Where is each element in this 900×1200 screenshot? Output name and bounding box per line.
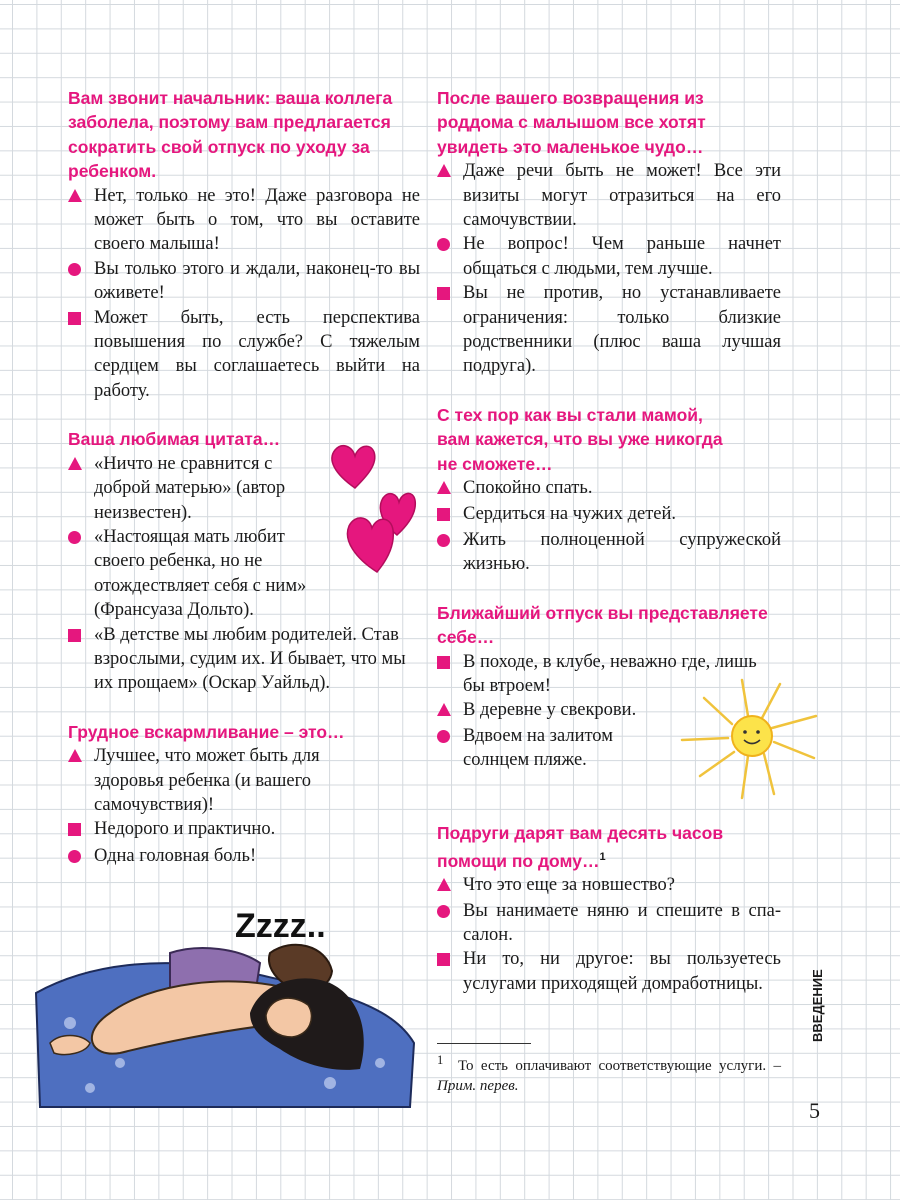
answer-option: «Ничто не сравнится с доброй матерью» (автор неизвестен). bbox=[68, 452, 318, 525]
question-text: Ваша любимая цитата… bbox=[68, 429, 281, 450]
answer-option: Что это еще за новшество? bbox=[437, 873, 781, 898]
answer-option: «Настоящая мать любит своего ребенка, но не отождествляет себя с ним» (Франсуаза Дольто). bbox=[68, 525, 338, 623]
quiz-question-7 bbox=[437, 821, 781, 997]
answer-option: В походе, в клубе, неважно где, лишь бы втроем! bbox=[437, 650, 757, 699]
circle-icon bbox=[437, 238, 450, 251]
circle-icon bbox=[68, 263, 81, 276]
triangle-icon bbox=[68, 189, 82, 202]
answer-option: Ни то, ни другое: вы пользуетесь услугами приходящей домработницы. bbox=[437, 947, 781, 996]
triangle-icon bbox=[437, 481, 451, 494]
square-icon bbox=[437, 287, 450, 300]
sleeping-couple-illustration bbox=[30, 893, 420, 1113]
square-icon bbox=[437, 508, 450, 521]
heart-icon bbox=[347, 518, 393, 572]
question-text: С тех пор как вы стали мамой, вам кажется, что вы уже никогда не сможете… bbox=[437, 404, 723, 474]
question-text: Грудное вскармливание – это… bbox=[68, 721, 345, 742]
answer-option: Недорого и практично. bbox=[68, 817, 420, 843]
sun-illustration bbox=[676, 676, 821, 801]
question-text: Подруги дарят вам десять часов помощи по дому…$^1$ bbox=[437, 822, 724, 871]
circle-icon bbox=[68, 531, 81, 544]
question-text: Ближайший отпуск вы представляете себе… bbox=[437, 602, 768, 648]
square-icon bbox=[437, 656, 450, 669]
triangle-icon bbox=[68, 749, 82, 762]
quiz-question-5 bbox=[437, 403, 781, 577]
quiz-question-4 bbox=[437, 86, 781, 379]
hearts-illustration bbox=[325, 440, 420, 575]
circle-icon bbox=[437, 905, 450, 918]
footnote-mark: 1 bbox=[599, 850, 606, 863]
answer-option: Не вопрос! Чем раньше начнет общаться с людьми, тем лучше. bbox=[437, 232, 781, 281]
heart-icon bbox=[332, 446, 375, 488]
triangle-icon bbox=[68, 457, 82, 470]
triangle-icon bbox=[437, 703, 451, 716]
answer-option: В деревне у свекрови. bbox=[437, 698, 781, 723]
answer-option: Даже речи быть не может! Все эти визиты могут отразиться на его самочувствии. bbox=[437, 159, 781, 232]
answer-option: Может быть, есть перспектива повышения по службе? С тяжелым сердцем вы соглашаетесь выйти на работу. bbox=[68, 306, 420, 404]
answer-option: «В детстве мы любим родителей. Став взрослыми, судим их. И бывает, что мы их прощаем» (Оскар Уайльд). bbox=[68, 623, 408, 696]
square-icon bbox=[68, 629, 81, 642]
circle-icon bbox=[437, 534, 450, 547]
answer-option: Вы не против, но устанавливаете ограничения: только близкие родственники (плюс ваша лучшая подруга). bbox=[437, 281, 781, 379]
square-icon bbox=[68, 823, 81, 836]
answer-option: Нет, только не это! Даже разговора не может быть о том, что вы оставите своего малыша! bbox=[68, 184, 420, 257]
triangle-icon bbox=[437, 878, 451, 891]
section-label: ВВЕДЕНИЕ bbox=[810, 969, 825, 1042]
circle-icon bbox=[68, 850, 81, 863]
question-text: После вашего возвращения из роддома с малышом все хотят увидеть это маленькое чудо… bbox=[437, 88, 706, 157]
answer-option: Вдвоем на залитом солнцем пляже. bbox=[437, 724, 647, 773]
square-icon bbox=[437, 953, 450, 966]
quiz-question-1 bbox=[68, 86, 420, 403]
quiz-question-3 bbox=[68, 720, 420, 870]
footnote: $^1$ То есть оплачивают соответствующие услуги. – Прим. перев. bbox=[437, 1053, 781, 1094]
page-number: 5 bbox=[809, 1098, 820, 1123]
answer-option: Лучшее, что может быть для здоровья ребенка (и вашего самочувствия)! bbox=[68, 744, 358, 817]
answer-option: Одна головная боль! bbox=[68, 844, 420, 870]
triangle-icon bbox=[437, 164, 451, 177]
answer-option: Сердиться на чужих детей. bbox=[437, 502, 781, 528]
right-column bbox=[437, 86, 781, 1018]
answer-option: Жить полноценной супружеской жизнью. bbox=[437, 528, 781, 577]
circle-icon bbox=[437, 730, 450, 743]
snore-text: Zzzz.. bbox=[235, 907, 326, 945]
question-text: Вам звонит начальник: ваша коллега заболела, поэтому вам предлагается сократить свой отпуск по уходу за ребенком. bbox=[68, 88, 393, 182]
answer-option: Вы нанимаете няню и спешите в спа-салон. bbox=[437, 899, 781, 948]
footnote-divider bbox=[437, 1043, 531, 1044]
answer-option: Вы только этого и ждали, наконец-то вы оживете! bbox=[68, 257, 420, 306]
answer-option: Спокойно спать. bbox=[437, 476, 781, 501]
square-icon bbox=[68, 312, 81, 325]
